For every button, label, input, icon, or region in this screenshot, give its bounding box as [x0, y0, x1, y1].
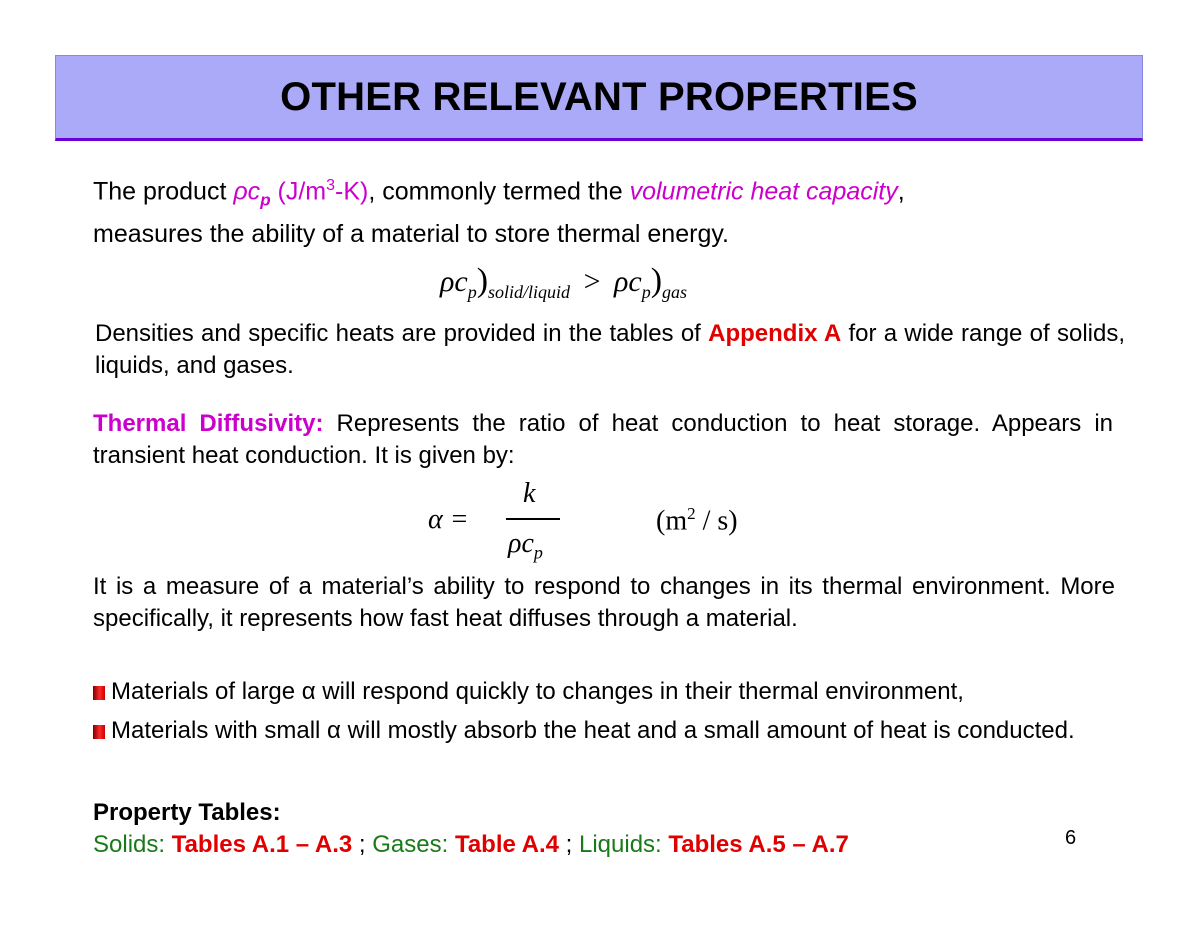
eq1-rhs: ρc	[613, 265, 642, 298]
densities-paragraph	[95, 318, 1125, 382]
intro-paragraph	[93, 168, 1123, 252]
eq2-numerator: k	[523, 478, 536, 509]
bullet-list	[93, 676, 1123, 747]
solids-label: Solids:	[93, 831, 172, 858]
solids-tables: Tables A.1 – A.3	[171, 831, 353, 858]
liquids-label: Liquids:	[578, 831, 669, 858]
intro-line2: measures the ability of a material to store thermal energy.	[93, 220, 729, 249]
eq2-alpha: α =	[428, 504, 469, 535]
diffusivity-label: Thermal Diffusivity:	[93, 410, 324, 437]
title-bar	[55, 55, 1143, 141]
eq2-units-close: / s)	[695, 505, 738, 537]
page-title: OTHER RELEVANT PROPERTIES	[280, 74, 918, 119]
eq1-rhs-state: gas	[662, 282, 688, 302]
property-tables	[93, 797, 1053, 861]
appendix-a-reference: Appendix A	[708, 320, 842, 347]
densities-post: for a wide range of solids, liquids, and gases.	[95, 320, 1125, 379]
separator: ;	[352, 831, 373, 858]
intro-post: ,	[897, 177, 905, 206]
property-tables-heading: Property Tables:	[93, 799, 281, 826]
diffusivity-text: Represents the ratio of heat conduction to heat storage. Appears in transient heat conduction. It is given by:	[93, 410, 1113, 469]
eq2-fraction-bar	[506, 518, 560, 520]
property-tables-line	[93, 829, 1053, 861]
bullet-icon	[93, 725, 105, 739]
separator: ;	[558, 831, 579, 858]
eq1-lhs-sub: p	[467, 282, 477, 302]
eq1-lhs-paren: )	[476, 262, 489, 299]
units-open: (J/m	[270, 177, 327, 206]
eq2-denominator: ρc	[508, 528, 534, 559]
eq2-units-sup: 2	[687, 504, 696, 523]
rho-c-subscript: p	[260, 190, 271, 210]
measure-text: It is a measure of a material’s ability to respond to changes in its thermal environment. More specifically, it represents how fast heat diffuses through a material.	[93, 573, 1115, 632]
gases-table: Table A.4	[454, 831, 559, 858]
densities-pre: Densities and specific heats are provided in the tables of	[95, 320, 709, 347]
liquids-tables: Tables A.5 – A.7	[668, 831, 849, 858]
measure-paragraph	[93, 571, 1115, 635]
eq1-lhs-state: solid/liquid	[488, 282, 571, 302]
rho-c-symbol: ρc	[233, 177, 261, 206]
equation-heat-capacity-comparison	[440, 262, 740, 306]
eq2-denominator-sub: p	[533, 542, 543, 563]
gases-label: Gases:	[372, 831, 455, 858]
eq2-units	[656, 504, 738, 537]
eq2-denominator-wrap	[508, 528, 543, 564]
intro-pre: The product	[93, 177, 234, 206]
eq1-lhs: ρc	[440, 265, 468, 298]
list-item	[93, 715, 1083, 747]
eq1-rhs-sub: p	[641, 282, 651, 302]
bullet-text-large-alpha: Materials of large α will respond quickly to changes in their thermal environment,	[111, 678, 964, 705]
equation-thermal-diffusivity	[420, 478, 780, 570]
eq1-rhs-paren: )	[650, 262, 663, 299]
eq2-units-open: (m	[656, 505, 688, 537]
list-item	[93, 676, 1123, 708]
eq1-operator: >	[583, 265, 601, 298]
units-sup: 3	[326, 177, 336, 194]
units-close: -K)	[335, 177, 369, 206]
volumetric-heat-capacity-term: volumetric heat capacity	[629, 177, 898, 206]
diffusivity-paragraph	[93, 408, 1113, 472]
page-number: 6	[1065, 827, 1077, 849]
bullet-icon	[93, 686, 105, 700]
intro-mid: , commonly termed the	[368, 177, 630, 206]
bullet-text-small-alpha: Materials with small α will mostly absorb the heat and a small amount of heat is conducted.	[111, 717, 1075, 744]
